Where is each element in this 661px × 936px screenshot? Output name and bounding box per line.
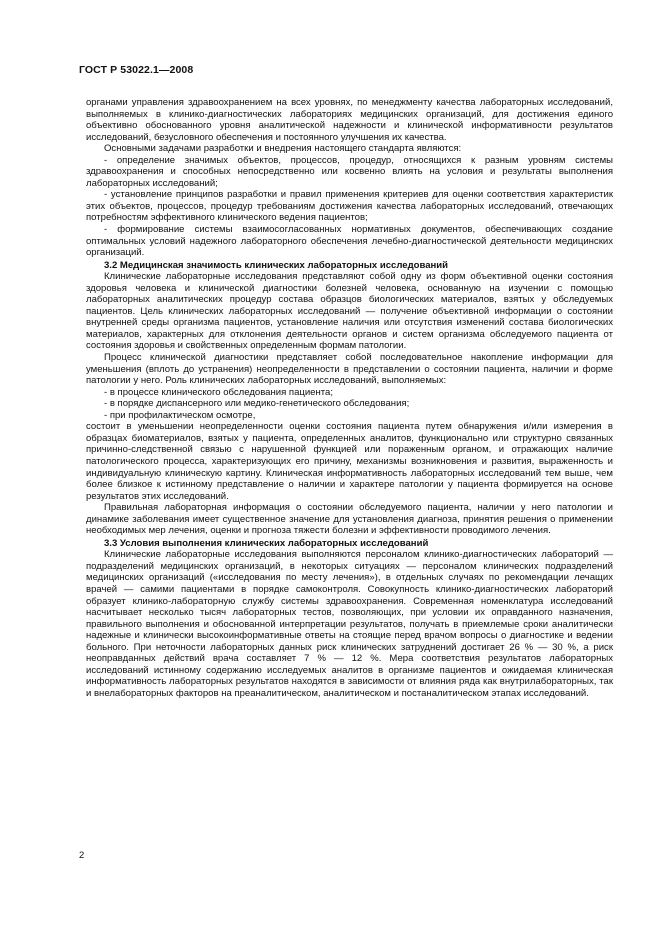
paragraph: Правильная лабораторная информация о состоянии обследуемого пациента, наличии у него патологии и динамике заболевания имеет существенное значение для установления диагноза, принятия решения о применении необходимых мер лечения, оценки и прогноза тяжести болезни и эффективности проводимого лечения. xyxy=(86,502,613,537)
list-item: - формирование системы взаимосогласованных нормативных документов, обеспечивающих создание оптимальных условий надежного лабораторного обеспечения лечебно-диагностической деятельности медицинских организаций. xyxy=(86,224,613,259)
section-heading-3-2: 3.2 Медицинская значимость клинических лабораторных исследований xyxy=(104,259,449,271)
paragraph: органами управления здравоохранением на всех уровнях, по менеджменту качества лабораторных исследований, выполняемых в клинико-диагностических лабораториях медицинских организаций, для достижения единого объективно обоснованного уровня аналитической надежности и клинической информативности результатов исследований, безусловного обеспечения и постоянного улучшения их качества. xyxy=(86,97,613,143)
list-item: - в порядке диспансерного или медико-генетического обследования; xyxy=(104,398,410,410)
paragraph: Основными задачами разработки и внедрения настоящего стандарта являются: xyxy=(104,143,462,155)
list-item: - в процессе клинического обследования пациента; xyxy=(104,386,333,398)
page-number: 2 xyxy=(79,850,85,861)
paragraph: Процесс клинической диагностики представляет собой последовательное накопление информации для уменьшения (вплоть до устранения) неопределенности в представлении о состоянии пациента, наличии и форме патологии у него. Роль клинических лабораторных исследований, выполняемых: xyxy=(86,352,613,387)
paragraph: Клинические лабораторные исследования представляют собой одну из форм объективной оценки состояния здоровья человека и клинической диагностики болезней человека, основанную на изучении с помощью лабораторных аналитических процедур состава образцов биологических материалов, взятых у обследуемых пациентов. Цель клинических лабораторных исследований — получение объективной информации о состоянии внутренней среды организма пациентов, установление наличия или отсутствия изменений состава биологических материалов, характерных для отклонения деятельности органов и систем организма обследуемого пациента от состояния здоровья и свойственных определенным формам патологии. xyxy=(86,271,613,352)
list-item: - установление принципов разработки и правил применения критериев для оценки соответствия характеристик этих объектов, процессов, процедур требованиям достижения качества лабораторных исследований, отвечающих потребностям эффективного клинического ведения пациентов; xyxy=(86,189,613,224)
list-item: - при профилактическом осмотре, xyxy=(104,409,256,421)
paragraph: состоит в уменьшении неопределенности оценки состояния пациента путем обнаружения и/или измерения в образцах биоматериалов, взятых у пациента, определенных аналитов, функционально или структурно связанных причинно-следственной связью с нарушенной функцией или пораженным органом, и отражающих наличие патологического процесса, характеризующих его причину, механизмы возникновения и развития, выраженность и индивидуальную клиническую картину. Клиническая информативность лабораторных исследований тем выше, чем более близкое к истинному представление о наличии и характере патологии у пациента формируется на основе результатов этих исследований. xyxy=(86,421,613,502)
document-body xyxy=(86,97,613,699)
document-header: ГОСТ Р 53022.1—2008 xyxy=(79,64,194,76)
section-heading-3-3: 3.3 Условия выполнения клинических лабораторных исследований xyxy=(104,537,429,549)
paragraph: Клинические лабораторные исследования выполняются персоналом клинико-диагностических лабораторий — подразделений медицинских организаций, в некоторых ситуациях — персоналом клинических подразделений медицинских организаций («исследования по месту лечения»), в отдельных случаях по рекомендации лечащих врачей — самими пациентами в порядке самоконтроля. Совокупность клинико-диагностических лабораторий образует клинико-лабораторную службу системы здравоохранения. Современная номенклатура исследований насчитывает несколько тысяч лабораторных тестов, позволяющих, при условии их оправданного назначения, правильного выполнения и обоснованной интерпретации результатов, получать в приемлемые сроки аналитически надежные и клинически высокоинформативные ответы на стоящие перед врачом вопросы о диагностике и ведении больного. При неточности лабораторных данных риск клинических затруднений достигает 26 % — 30 %, а риск неоправданных действий врача составляет 7 % — 12 %. Мера соответствия результатов лабораторных исследований истинному содержанию исследуемых аналитов в организме пациентов и ожидаемая клиническая информативность лабораторных результатов находятся в зависимости от влияния ряда как внутрилабораторных, так и внелабораторных факторов на преаналитическом, аналитическом и постаналитическом этапах исследований. xyxy=(86,549,613,699)
list-item: - определение значимых объектов, процессов, процедур, относящихся к разным уровням системы здравоохранения и способных непосредственно или косвенно влиять на условия и результаты выполнения лабораторных исследований; xyxy=(86,154,613,189)
